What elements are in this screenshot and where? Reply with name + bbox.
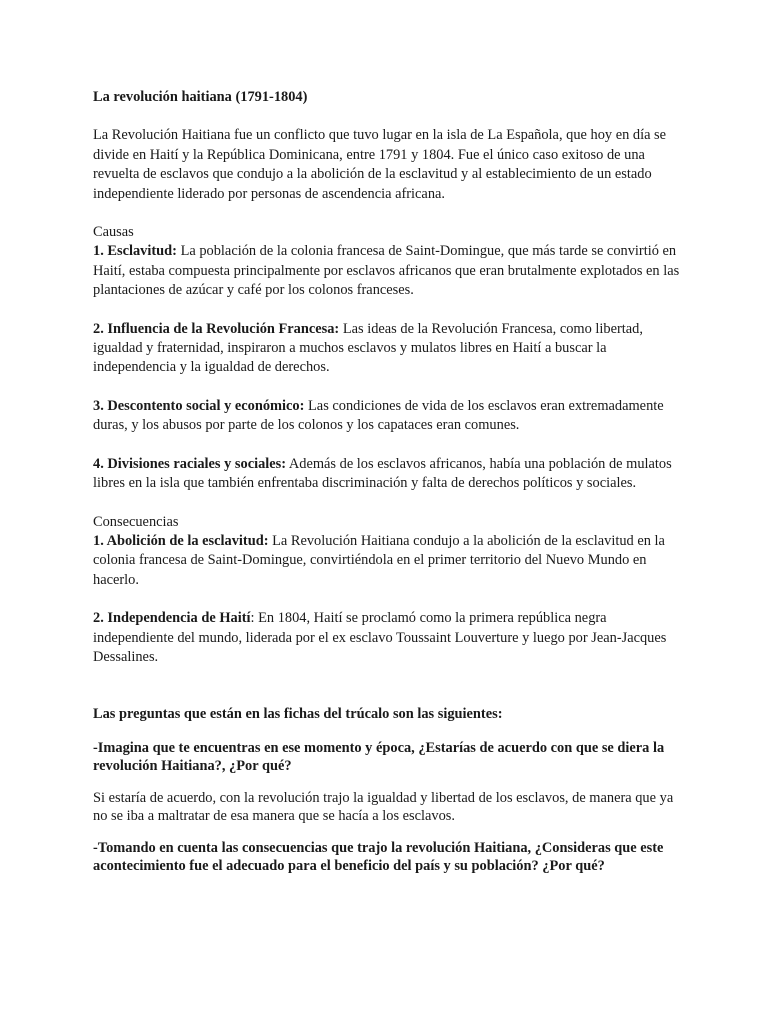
consequence-text: : En 1804, Haití se proclamó como la primera república negra independiente del mundo, liderada por el ex esclavo Toussaint Louverture y luego por Jean-Jacques Dessalines.	[93, 610, 667, 665]
consequence-label: 1. Abolición de la esclavitud:	[93, 532, 269, 549]
consequences-heading: Consecuencias	[93, 513, 179, 530]
consequence-text: La Revolución Haitiana condujo a la abolición de la esclavitud en la colonia francesa de Saint-Domingue, convirtiéndola en el primer territorio del Nuevo Mundo en hacerlo.	[93, 532, 665, 588]
consequence-item	[93, 609, 683, 667]
question-1: -Imagina que te encuentras en ese momento y época, ¿Estarías de acuerdo con que se diera la revolución Haitiana?, ¿Por qué?	[93, 739, 665, 774]
cause-label: 2. Influencia de la Revolución Francesa:	[93, 320, 340, 337]
cause-item	[93, 455, 683, 494]
document-title: La revolución haitiana (1791-1804)	[93, 89, 308, 105]
cause-text: Además de los esclavos africanos, había una población de mulatos libres en la isla que también enfrentaba discriminación y falta de derechos políticos y sociales.	[93, 455, 672, 492]
cause-label: 3. Descontento social y económico:	[93, 397, 305, 414]
cause-label: 1. Esclavitud:	[93, 243, 177, 260]
consequence-label: 2. Independencia de Haití	[93, 610, 251, 627]
intro-paragraph: La Revolución Haitiana fue un conflicto que tuvo lugar en la isla de La Española, que hoy en día se divide en Haití y la República Dominicana, entre 1791 y 1804. Fue el único caso exitoso de una revuelta de esclavos que condujo a la abolición de la esclavitud y al establecimiento de un estado independiente liderado por personas de ascendencia africana.	[93, 127, 667, 202]
cause-text: Las ideas de la Revolución Francesa, como libertad, igualdad y fraternidad, inspiraron a muchos esclavos y mulatos libres en Haití a buscar la independencia y la igualdad de derechos.	[93, 320, 643, 376]
causes-heading: Causas	[93, 224, 134, 241]
cause-item	[93, 242, 683, 300]
answer-1: Si estaría de acuerdo, con la revolución trajo la igualdad y libertad de los esclavos, de manera que ya no se iba a maltratar de esa manera que se hacía a los esclavos.	[93, 789, 674, 824]
question-2: -Tomando en cuenta las consecuencias que trajo la revolución Haitiana, ¿Consideras que este acontecimiento fue el adecuado para el beneficio del país y su población? ¿Por qué?	[93, 839, 664, 874]
document-page	[93, 88, 683, 889]
cause-item	[93, 397, 683, 436]
cause-label: 4. Divisiones raciales y sociales:	[93, 455, 287, 472]
questions-intro: Las preguntas que están en las fichas del trúcalo son las siguientes:	[93, 706, 503, 723]
consequence-item	[93, 532, 683, 590]
cause-item	[93, 320, 683, 378]
cause-text: La población de la colonia francesa de Saint-Domingue, que más tarde se convirtió en Haití, estaba compuesta principalmente por esclavos africanos que eran brutalmente explotados en las plantaciones de azúcar y café por los colonos franceses.	[93, 243, 680, 299]
cause-text: Las condiciones de vida de los esclavos eran extremadamente duras, y los abusos por parte de los colonos y los capataces eran comunes.	[93, 397, 664, 434]
